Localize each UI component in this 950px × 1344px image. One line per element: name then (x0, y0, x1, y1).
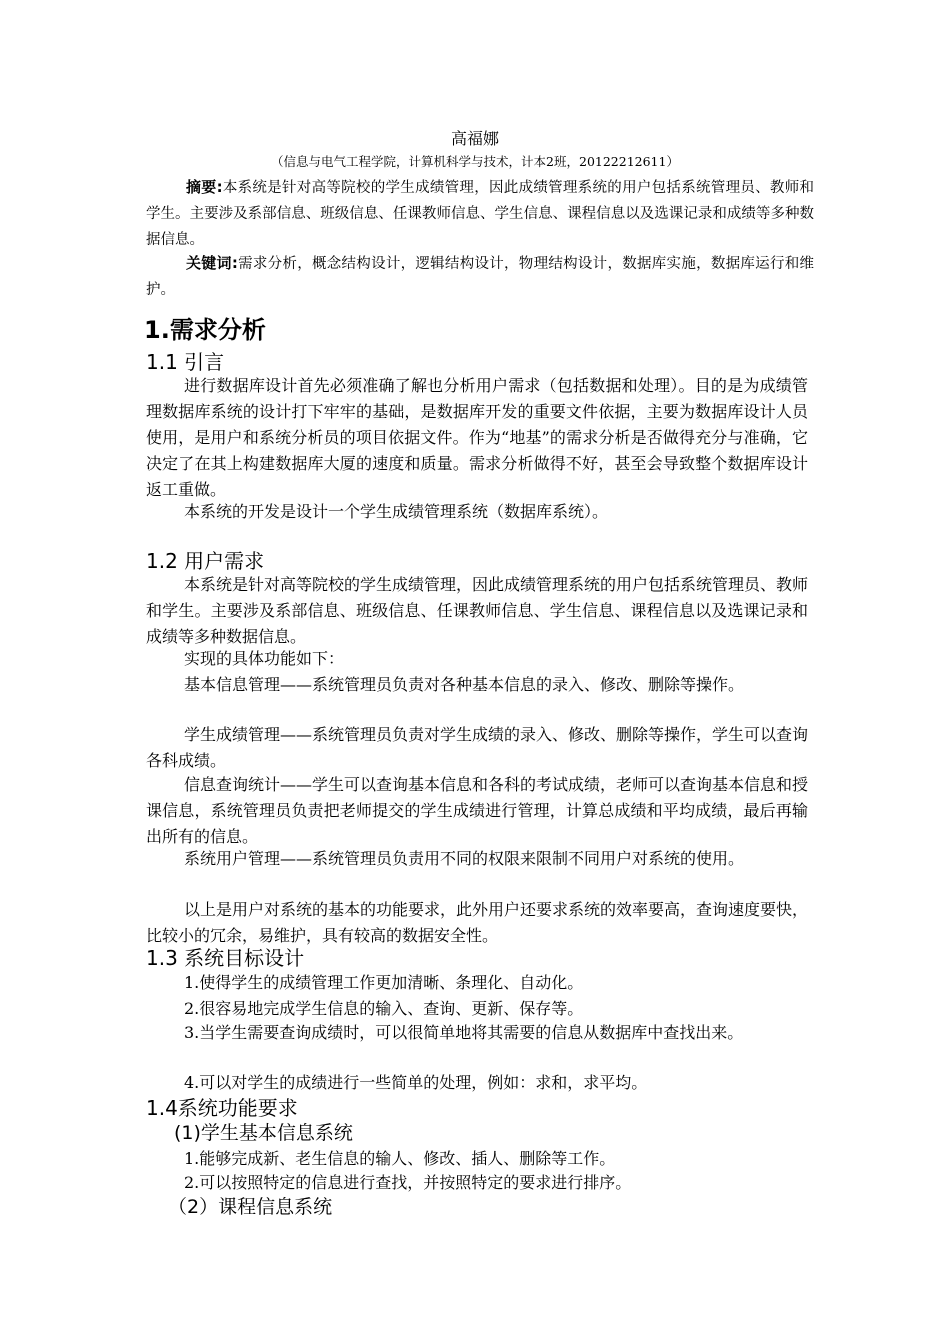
paragraph-1-2-f: 系统用户管理——系统管理员负责用不同的权限来限制不同用户对系统的使用。 (184, 849, 745, 868)
paragraph-1-2-g: 以上是用户对系统的基本的功能要求，此外用户还要求系统的效率要高，查询速度要快，比较小的冗余，易维护，具有较高的数据安全性。 (146, 900, 809, 945)
paragraph-1-3-c: 3.当学生需要查询成绩时，可以很简单地将其需要的信息从数据库中查找出来。 (184, 1023, 744, 1042)
paragraph-1-1-b: 本系统的开发是设计一个学生成绩管理系统（数据库系统）。 (184, 502, 609, 521)
paragraph-1-3-a: 1.使得学生的成绩管理工作更加清晰、条理化、自动化。 (184, 973, 584, 992)
paragraph-1-2-c: 基本信息管理——系统管理员负责对各种基本信息的录入、修改、删除等操作。 (184, 675, 745, 694)
abstract (146, 174, 814, 253)
keywords-text: 需求分析，概念结构设计，逻辑结构设计，物理结构设计，数据库实施，数据库运行和维护。 (146, 256, 815, 298)
heading-1-2: 1.2 用户需求 (146, 549, 265, 573)
paragraph-1-3-b: 2.很容易地完成学生信息的输入、查询、更新、保存等。 (184, 999, 584, 1018)
author-affiliation: （信息与电气工程学院，计算机科学与技术，计本2班，20122212611） (271, 154, 679, 169)
abstract-label: 摘要: (186, 178, 223, 196)
keywords (146, 250, 814, 303)
section-heading-1: 1.需求分析 (144, 316, 266, 344)
paragraph-1-2-d: 学生成绩管理——系统管理员负责对学生成绩的录入、修改、删除等操作，学生可以查询各科成绩。 (146, 725, 809, 770)
heading-1-1: 1.1 引言 (146, 350, 225, 374)
paragraph-1-2-e: 信息查询统计——学生可以查询基本信息和各科的考试成绩，老师可以查询基本信息和授课信息，系统管理员负责把老师提交的学生成绩进行管理，计算总成绩和平均成绩，最后再输出所有的信息。 (146, 775, 809, 846)
abstract-text: 本系统是针对高等院校的学生成绩管理，因此成绩管理系统的用户包括系统管理员、教师和学生。主要涉及系部信息、班级信息、任课教师信息、学生信息、课程信息以及选课记录和成绩等多种数据信息。 (146, 180, 815, 248)
keywords-label: 关键词: (186, 254, 238, 272)
paragraph-1-1-a: 进行数据库设计首先必须准确了解也分析用户需求（包括数据和处理）。目的是为成绩管理数据库系统的设计打下牢牢的基础，是数据库开发的重要文件依据，主要为数据库设计人员使用，是用户和系统分析员的项目依据文件。作为“地基”的需求分析是否做得充分与准确，它决定了在其上构建数据库大厦的速度和质量。需求分析做得不好，甚至会导致整个数据库设计返工重做。 (146, 376, 808, 499)
paragraph-1-3-d: 4.可以对学生的成绩进行一些简单的处理，例如：求和，求平均。 (184, 1073, 648, 1092)
subheading-1-4-2: （2）课程信息系统 (168, 1196, 333, 1218)
paragraph-1-2-b: 实现的具体功能如下： (184, 649, 345, 668)
author-name: 高福娜 (450, 129, 499, 148)
subheading-1-4-1: (1)学生基本信息系统 (174, 1122, 353, 1144)
heading-1-3: 1.3 系统目标设计 (146, 946, 305, 970)
paragraph-1-4-b: 2.可以按照特定的信息进行查找，并按照特定的要求进行排序。 (184, 1173, 632, 1192)
paragraph-1-4-a: 1.能够完成新、老生信息的输人、修改、插人、删除等工作。 (184, 1149, 616, 1168)
paragraph-1-2-a: 本系统是针对高等院校的学生成绩管理，因此成绩管理系统的用户包括系统管理员、教师和学生。主要涉及系部信息、班级信息、任课教师信息、学生信息、课程信息以及选课记录和成绩等多种数据信息。 (146, 575, 809, 646)
heading-1-4: 1.4系统功能要求 (146, 1096, 298, 1120)
